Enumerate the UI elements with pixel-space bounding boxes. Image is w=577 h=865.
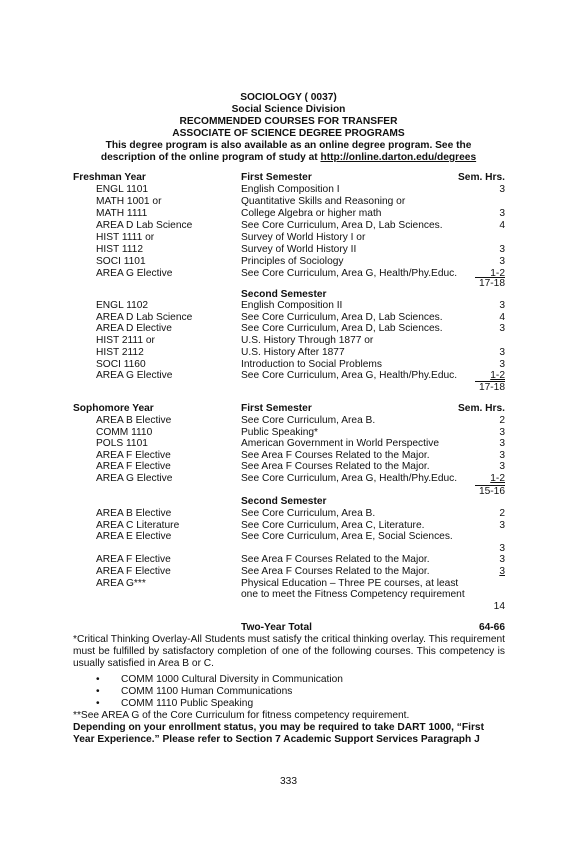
course-description: Introduction to Social Problems (241, 358, 382, 370)
sophomore-sem2-total-row (0, 601, 577, 613)
course-description: U.S. History After 1877 (241, 346, 345, 358)
course-description: Physical Education – Three PE courses, at least (241, 577, 459, 589)
bullet-icon: • (96, 698, 100, 709)
course-hours: 3 (499, 449, 505, 461)
sophomore-sem2-total: 14 (493, 601, 505, 612)
two-year-total-label: Two-Year Total (241, 622, 312, 633)
course-code: AREA D Lab Science (96, 311, 193, 323)
course-hours: 3 (499, 323, 505, 335)
bullet-icon: • (96, 674, 100, 685)
freshman-sem1-total: 17-18 (475, 277, 505, 290)
course-hours: 4 (499, 311, 505, 323)
course-description: See Core Curriculum, Area B. (241, 415, 376, 426)
course-description: See Area F Courses Related to the Major. (241, 461, 430, 473)
sophomore-sem2-header-row (0, 496, 577, 508)
course-code: SOCI 1101 (96, 256, 146, 267)
freshman-sem2-course-row (0, 312, 577, 324)
enrollment-note-line1: Depending on your enrollment status, you may be required to take DART 1000, “First (73, 722, 484, 733)
course-description: U.S. History Through 1877 or (241, 335, 374, 347)
course-option-text: COMM 1100 Human Communications (121, 686, 293, 697)
course-description: American Government in World Perspective (241, 438, 439, 450)
online-note-line1: This degree program is also available as an online degree program. See the (105, 140, 472, 151)
course-code: AREA F Elective (96, 566, 171, 577)
course-code: ENGL 1102 (96, 300, 149, 311)
course-description: See Core Curriculum, Area D, Lab Sciences. (241, 323, 443, 335)
course-hours: 3 (499, 426, 505, 438)
course-hours: 3 (499, 300, 505, 311)
freshman-sem1-course-row (0, 244, 577, 256)
freshman-sem1-course-row (0, 256, 577, 268)
freshman-year-label: Freshman Year (73, 172, 146, 183)
course-code: ENGL 1101 (96, 184, 149, 195)
sophomore-sem1-total: 15-16 (475, 485, 505, 498)
fitness-note: **See AREA G of the Core Curriculum for fitness competency requirement. (73, 710, 410, 721)
course-description: See Core Curriculum, Area D, Lab Sciences. (241, 311, 443, 323)
freshman-sem1-course-row (0, 196, 577, 208)
course-code: SOCI 1160 (96, 358, 146, 370)
freshman-hours-header: Sem. Hrs. (458, 172, 505, 183)
sophomore-sem1-course-row (0, 473, 577, 485)
course-description: English Composition II (241, 300, 343, 311)
course-hours: 3 (499, 461, 505, 473)
course-hours: 3 (499, 566, 505, 577)
sophomore-sem1-course-row (0, 427, 577, 439)
course-hours: 3 (499, 519, 505, 531)
course-description: Survey of World History II (241, 244, 357, 255)
program-title: SOCIOLOGY ( 0037) (240, 92, 337, 103)
heading-degree: ASSOCIATE OF SCIENCE DEGREE PROGRAMS (172, 128, 405, 139)
sophomore-year-label: Sophomore Year (73, 403, 154, 414)
freshman-sem1-total-row (0, 277, 577, 289)
sophomore-sem2-course-row (0, 554, 577, 566)
course-code: HIST 1112 (96, 244, 144, 255)
heading-recommended: RECOMMENDED COURSES FOR TRANSFER (179, 116, 398, 127)
bullet-icon: • (96, 686, 100, 697)
division-name: Social Science Division (231, 104, 346, 115)
course-description: one to meet the Fitness Competency requirement (241, 589, 465, 601)
course-hours: 4 (499, 220, 505, 231)
online-degrees-link[interactable]: http://online.darton.edu/degrees (320, 152, 477, 163)
sophomore-sem2-course-row (0, 566, 577, 578)
course-description: Public Speaking* (241, 426, 319, 438)
course-description: College Algebra or higher math (241, 208, 382, 219)
course-hours: 3 (499, 542, 505, 554)
course-hours: 3 (499, 184, 505, 195)
course-code: AREA G Elective (96, 473, 173, 484)
sophomore-sem1-course-row (0, 438, 577, 450)
freshman-sem1-title: First Semester (241, 172, 312, 183)
course-description: English Composition I (241, 184, 340, 195)
course-hours: 3 (499, 208, 505, 219)
course-hours: 2 (499, 508, 505, 519)
course-hours: 1-2 (490, 268, 505, 279)
course-hours: 3 (499, 256, 505, 267)
course-description: See Core Curriculum, Area G, Health/Phy.Educ. (241, 268, 458, 279)
two-year-total-value: 64-66 (478, 622, 505, 633)
sophomore-header-row (0, 403, 577, 415)
course-hours: 3 (499, 346, 505, 358)
course-description: See Core Curriculum, Area C, Literature. (241, 519, 425, 531)
freshman-sem1-course-row (0, 208, 577, 220)
course-code: MATH 1111 (96, 208, 148, 219)
sophomore-sem1-course-row (0, 415, 577, 427)
course-code: AREA G Elective (96, 268, 173, 279)
online-note-text: description of the online program of study at (100, 152, 321, 163)
course-code: COMM 1110 (96, 426, 153, 438)
page-number: 333 (280, 776, 297, 787)
course-hours: 3 (499, 438, 505, 450)
course-description: See Core Curriculum, Area B. (241, 508, 376, 519)
course-code: AREA E Elective (96, 531, 172, 543)
course-code: AREA F Elective (96, 449, 171, 461)
course-code: HIST 1111 or (96, 232, 155, 243)
course-description: Quantitative Skills and Reasoning or (241, 196, 406, 207)
course-description: See Area F Courses Related to the Major. (241, 449, 430, 461)
course-hours: 1-2 (490, 370, 505, 382)
course-hours: 2 (499, 415, 505, 426)
course-hours: 1-2 (490, 473, 505, 484)
course-code: AREA F Elective (96, 554, 171, 566)
sophomore-sem1-title: First Semester (241, 403, 312, 414)
freshman-sem2-total: 17-18 (475, 381, 505, 394)
course-description: Principles of Sociology (241, 256, 344, 267)
course-description: See Core Curriculum, Area G, Health/Phy.Educ. (241, 473, 458, 484)
course-code: AREA C Literature (96, 519, 180, 531)
online-note-line2 (40, 152, 537, 164)
freshman-sem1-course-row (0, 184, 577, 196)
freshman-header-row (0, 172, 577, 184)
course-code: AREA D Lab Science (96, 220, 193, 231)
freshman-sem1-course-row (0, 232, 577, 244)
sophomore-sem1-course-row (0, 450, 577, 462)
course-option-text: COMM 1110 Public Speaking (121, 698, 254, 709)
course-hours: 3 (499, 358, 505, 370)
course-hours: 3 (499, 244, 505, 255)
course-code: MATH 1001 or (96, 196, 162, 207)
course-description: See Area F Courses Related to the Major. (241, 566, 430, 577)
course-description: See Core Curriculum, Area E, Social Sciences. (241, 531, 453, 543)
two-year-total-row (0, 622, 577, 634)
course-code: HIST 2112 (96, 346, 144, 358)
course-description: See Core Curriculum, Area D, Lab Sciences. (241, 220, 443, 231)
sophomore-sem1-course-row (0, 461, 577, 473)
freshman-sem2-course-row (0, 300, 577, 312)
sophomore-sem2-course-row (0, 508, 577, 520)
enrollment-note-line2: Year Experience.” Please refer to Section 7 Academic Support Services Paragraph J (73, 734, 480, 745)
sophomore-sem2-course-row (0, 589, 577, 601)
critical-thinking-note: *Critical Thinking Overlay-All Students must satisfy the critical thinking overlay. This requirement must be fulfilled by satisfactory completion of one of the following courses. This competency is usually satisfied in Area B or C. (73, 634, 506, 669)
course-code: POLS 1101 (96, 438, 148, 450)
course-description: Survey of World History I or (241, 232, 366, 243)
freshman-sem2-course-row (0, 359, 577, 371)
course-code: AREA G*** (96, 577, 146, 589)
course-code: AREA D Elective (96, 323, 172, 335)
sophomore-sem2-course-row (0, 520, 577, 532)
course-code: AREA F Elective (96, 461, 171, 473)
course-code: AREA B Elective (96, 415, 172, 426)
sophomore-hours-header: Sem. Hrs. (458, 403, 505, 414)
sophomore-sem2-course-row (0, 543, 577, 555)
course-description: See Core Curriculum, Area G, Health/Phy.Educ. (241, 370, 458, 382)
freshman-sem2-title: Second Semester (241, 289, 327, 300)
freshman-sem2-course-row (0, 347, 577, 359)
freshman-sem2-total-row (0, 381, 577, 393)
sophomore-sem2-course-row (0, 531, 577, 543)
course-hours: 3 (499, 554, 505, 566)
course-code: AREA G Elective (96, 370, 173, 382)
course-option-text: COMM 1000 Cultural Diversity in Communication (121, 674, 343, 685)
freshman-sem2-course-row (0, 335, 577, 347)
course-description: See Area F Courses Related to the Major. (241, 554, 430, 566)
sophomore-sem2-title: Second Semester (241, 496, 327, 507)
sophomore-sem2-course-row (0, 578, 577, 590)
freshman-sem2-course-row (0, 323, 577, 335)
course-code: HIST 2111 or (96, 335, 155, 347)
course-code: AREA B Elective (96, 508, 172, 519)
freshman-sem1-course-row (0, 220, 577, 232)
